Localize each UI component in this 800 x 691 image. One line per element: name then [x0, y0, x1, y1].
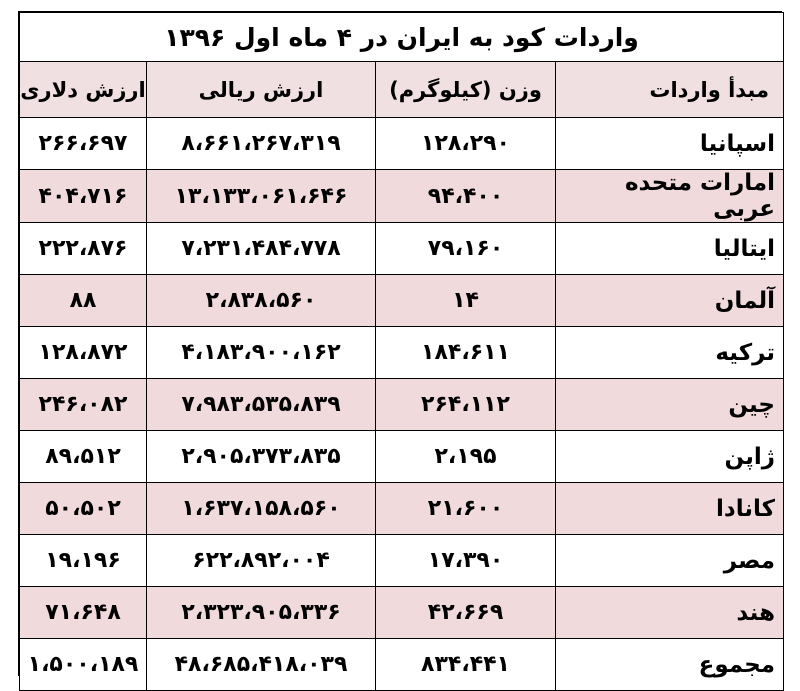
table-title: واردات کود به ایران در ۴ ماه اول ۱۳۹۶: [20, 13, 784, 62]
cell-origin: هند: [556, 587, 784, 639]
table-row: [20, 535, 784, 587]
cell-weight: ۱۷،۳۹۰: [376, 535, 556, 587]
header-weight: وزن (کیلوگرم): [376, 62, 556, 118]
cell-rial-value: ۷،۲۳۱،۴۸۴،۷۷۸: [147, 223, 376, 275]
cell-weight: ۹۴،۴۰۰: [376, 170, 556, 223]
cell-dollar-value: ۱۲۸،۸۷۲: [20, 327, 147, 379]
table-row: [20, 587, 784, 639]
cell-rial-value: ۸،۶۶۱،۲۶۷،۳۱۹: [147, 118, 376, 170]
cell-origin: امارات متحده عربی: [556, 170, 784, 223]
cell-rial-value: ۲،۹۰۵،۳۷۳،۸۳۵: [147, 431, 376, 483]
table-row: [20, 379, 784, 431]
header-origin: مبدأ واردات: [556, 62, 784, 118]
cell-origin: کانادا: [556, 483, 784, 535]
table-row: [20, 431, 784, 483]
table-row: [20, 170, 784, 223]
cell-rial-value: ۱۳،۱۳۳،۰۶۱،۶۴۶: [147, 170, 376, 223]
total-row: [20, 639, 784, 691]
cell-dollar-value: ۴۰۴،۷۱۶: [20, 170, 147, 223]
cell-weight: ۲۱،۶۰۰: [376, 483, 556, 535]
cell-weight: ۱۲۸،۲۹۰: [376, 118, 556, 170]
cell-origin: مجموع: [556, 639, 784, 691]
cell-origin: آلمان: [556, 275, 784, 327]
cell-rial-value: ۴۸،۶۸۵،۴۱۸،۰۳۹: [147, 639, 376, 691]
cell-weight: ۲،۱۹۵: [376, 431, 556, 483]
cell-weight: ۲۶۴،۱۱۲: [376, 379, 556, 431]
cell-weight: ۱۴: [376, 275, 556, 327]
table-row: [20, 118, 784, 170]
fertilizer-imports-table: [19, 12, 784, 691]
table-row: [20, 223, 784, 275]
cell-dollar-value: ۲۴۶،۰۸۲: [20, 379, 147, 431]
table-row: [20, 275, 784, 327]
cell-dollar-value: ۲۲۲،۸۷۶: [20, 223, 147, 275]
cell-dollar-value: ۸۸: [20, 275, 147, 327]
cell-origin: ژاپن: [556, 431, 784, 483]
cell-origin: اسپانیا: [556, 118, 784, 170]
cell-weight: ۸۳۴،۴۴۱: [376, 639, 556, 691]
cell-weight: ۴۲،۶۶۹: [376, 587, 556, 639]
cell-rial-value: ۴،۱۸۳،۹۰۰،۱۶۲: [147, 327, 376, 379]
table-row: [20, 327, 784, 379]
cell-rial-value: ۷،۹۸۳،۵۳۵،۸۳۹: [147, 379, 376, 431]
header-dollar-value: ارزش دلاری: [20, 62, 147, 118]
cell-dollar-value: ۱۹،۱۹۶: [20, 535, 147, 587]
cell-origin: چین: [556, 379, 784, 431]
header-rial-value: ارزش ریالی: [147, 62, 376, 118]
cell-dollar-value: ۱،۵۰۰،۱۸۹: [20, 639, 147, 691]
cell-rial-value: ۱،۶۳۷،۱۵۸،۵۶۰: [147, 483, 376, 535]
title-row: [20, 13, 784, 62]
cell-origin: مصر: [556, 535, 784, 587]
table-row: [20, 483, 784, 535]
cell-weight: ۷۹،۱۶۰: [376, 223, 556, 275]
cell-dollar-value: ۵۰،۵۰۲: [20, 483, 147, 535]
fertilizer-imports-table-frame: [18, 11, 782, 676]
cell-origin: ترکیه: [556, 327, 784, 379]
cell-dollar-value: ۸۹،۵۱۲: [20, 431, 147, 483]
cell-rial-value: ۲،۳۲۳،۹۰۵،۳۳۶: [147, 587, 376, 639]
cell-origin: ایتالیا: [556, 223, 784, 275]
cell-rial-value: ۲،۸۳۸،۵۶۰: [147, 275, 376, 327]
cell-dollar-value: ۲۶۶،۶۹۷: [20, 118, 147, 170]
cell-rial-value: ۶۲۲،۸۹۲،۰۰۴: [147, 535, 376, 587]
cell-weight: ۱۸۴،۶۱۱: [376, 327, 556, 379]
cell-dollar-value: ۷۱،۶۴۸: [20, 587, 147, 639]
header-row: [20, 62, 784, 118]
